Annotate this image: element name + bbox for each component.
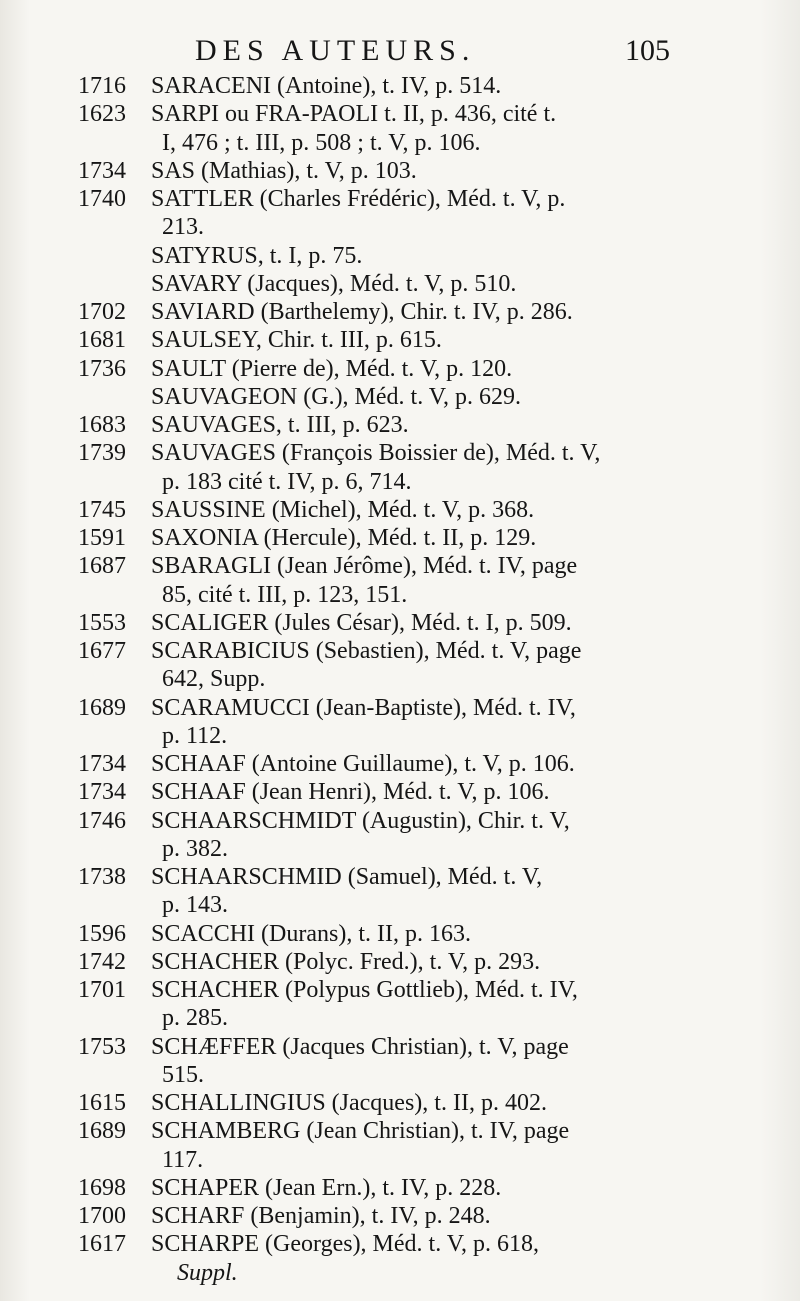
entry-year: 1716	[78, 73, 126, 99]
index-entry-continuation	[0, 383, 800, 411]
entry-text: SCHÆFFER (Jacques Christian), t. V, page	[151, 1033, 569, 1060]
index-entry	[0, 157, 800, 185]
index-entry-continuation	[0, 835, 800, 863]
entry-text: 213.	[162, 214, 204, 241]
entry-text: SAULT (Pierre de), Méd. t. V, p. 120.	[151, 355, 513, 382]
entry-text: SCHARPE (Georges), Méd. t. V, p. 618,	[151, 1231, 540, 1258]
entry-year: 1742	[78, 948, 126, 975]
entry-year: 1700	[78, 1203, 126, 1229]
index-entry	[0, 326, 800, 354]
entry-year: 1681	[78, 327, 126, 354]
index-entry-continuation	[0, 581, 800, 609]
index-entry	[0, 807, 800, 835]
running-title: DES AUTEURS.	[195, 34, 476, 67]
entry-year: 1740	[78, 186, 126, 212]
index-entry	[0, 411, 800, 439]
index-entry	[0, 637, 800, 665]
entry-text: SAUVAGES, t. III, p. 623.	[151, 412, 409, 438]
entry-year: 1683	[78, 412, 126, 438]
entry-text: SAVARY (Jacques), Méd. t. V, p. 510.	[151, 270, 517, 297]
index-entry-continuation	[0, 468, 800, 496]
entry-text: SCHAPER (Jean Ern.), t. IV, p. 228.	[151, 1174, 502, 1201]
index-entry	[0, 750, 800, 778]
entry-text: SCHAARSCHMIDT (Augustin), Chir. t. V,	[151, 807, 570, 834]
index-entry-continuation	[0, 213, 800, 241]
entry-text: SCHACHER (Polypus Gottlieb), Méd. t. IV,	[151, 977, 578, 1003]
index-entry	[0, 778, 800, 806]
index-entry	[0, 1089, 800, 1117]
author-index-list	[0, 72, 800, 1287]
entry-text: 117.	[162, 1146, 204, 1173]
entry-text: SCHAMBERG (Jean Christian), t. IV, page	[151, 1118, 570, 1145]
entry-year: 1687	[78, 553, 126, 580]
entry-year: 1689	[78, 694, 126, 721]
entry-text: SATYRUS, t. I, p. 75.	[151, 242, 363, 269]
page-number: 105	[625, 34, 670, 67]
index-entry	[0, 976, 800, 1004]
entry-text: SAUVAGES (François Boissier de), Méd. t. V,	[151, 440, 601, 467]
entry-year: 1617	[78, 1231, 126, 1258]
entry-year: 1734	[78, 157, 126, 184]
index-entry	[0, 100, 800, 128]
index-entry	[0, 1117, 800, 1145]
entry-text: p. 143.	[162, 892, 228, 919]
entry-year: 1746	[78, 807, 126, 834]
entry-text: p. 382.	[162, 835, 228, 862]
index-entry-continuation	[0, 1004, 800, 1032]
entry-text: SATTLER (Charles Frédéric), Méd. t. V, p.	[151, 186, 566, 212]
index-entry	[0, 298, 800, 326]
index-entry	[0, 920, 800, 948]
entry-year: 1734	[78, 779, 126, 806]
entry-year: 1753	[78, 1033, 126, 1060]
entry-text: SCHARF (Benjamin), t. IV, p. 248.	[151, 1203, 491, 1229]
index-entry	[0, 524, 800, 552]
index-entry-continuation	[0, 270, 800, 298]
entry-year: 1738	[78, 864, 126, 890]
index-entry-continuation	[0, 242, 800, 270]
entry-text: SAULSEY, Chir. t. III, p. 615.	[151, 327, 442, 354]
index-entry	[0, 609, 800, 637]
entry-text: SCHAARSCHMID (Samuel), Méd. t. V,	[151, 864, 543, 890]
index-entry	[0, 72, 800, 100]
index-entry	[0, 552, 800, 580]
entry-text: SCHACHER (Polyc. Fred.), t. V, p. 293.	[151, 948, 541, 975]
entry-text: SAUSSINE (Michel), Méd. t. V, p. 368.	[151, 496, 535, 523]
entry-year: 1553	[78, 609, 126, 636]
entry-year: 1736	[78, 355, 126, 382]
entry-text: Suppl.	[177, 1259, 238, 1286]
index-entry	[0, 355, 800, 383]
entry-text: p. 183 cité t. IV, p. 6, 714.	[162, 468, 412, 495]
index-entry	[0, 185, 800, 213]
entry-year: 1623	[78, 101, 126, 128]
index-entry	[0, 1033, 800, 1061]
entry-year: 1677	[78, 638, 126, 664]
index-entry	[0, 863, 800, 891]
index-entry-continuation	[0, 891, 800, 919]
entry-text: SAXONIA (Hercule), Méd. t. II, p. 129.	[151, 525, 537, 551]
entry-text: SCHAAF (Jean Henri), Méd. t. V, p. 106.	[151, 779, 550, 806]
entry-text: SCHALLINGIUS (Jacques), t. II, p. 402.	[151, 1090, 547, 1116]
entry-text: SCALIGER (Jules César), Méd. t. I, p. 509.	[151, 609, 572, 636]
entry-text: SCARABICIUS (Sebastien), Méd. t. V, page	[151, 638, 582, 664]
entry-text: SAS (Mathias), t. V, p. 103.	[151, 157, 417, 184]
entry-year: 1739	[78, 440, 126, 467]
entry-text: p. 285.	[162, 1005, 228, 1032]
entry-text: p. 112.	[162, 722, 228, 749]
entry-text: SBARAGLI (Jean Jérôme), Méd. t. IV, page	[151, 553, 578, 580]
entry-text: SARPI ou FRA-PAOLI t. II, p. 436, cité t.	[151, 101, 557, 128]
index-entry	[0, 1202, 800, 1230]
entry-year: 1615	[78, 1090, 126, 1116]
entry-text: 515.	[162, 1061, 204, 1088]
entry-text: SARACENI (Antoine), t. IV, p. 514.	[151, 73, 502, 99]
index-entry-continuation	[0, 1259, 800, 1287]
entry-year: 1702	[78, 299, 126, 325]
index-entry	[0, 439, 800, 467]
index-entry-continuation	[0, 1146, 800, 1174]
index-entry	[0, 694, 800, 722]
index-entry-continuation	[0, 665, 800, 693]
index-entry-continuation	[0, 129, 800, 157]
index-entry	[0, 496, 800, 524]
entry-text: I, 476 ; t. III, p. 508 ; t. V, p. 106.	[162, 129, 481, 156]
entry-text: SAVIARD (Barthelemy), Chir. t. IV, p. 286.	[151, 299, 573, 325]
entry-year: 1689	[78, 1118, 126, 1145]
entry-text: SCARAMUCCI (Jean-Baptiste), Méd. t. IV,	[151, 694, 576, 721]
index-entry-continuation	[0, 1061, 800, 1089]
entry-text: SCACCHI (Durans), t. II, p. 163.	[151, 920, 471, 947]
index-entry	[0, 948, 800, 976]
entry-year: 1745	[78, 496, 126, 523]
entry-year: 1698	[78, 1174, 126, 1201]
index-entry	[0, 1174, 800, 1202]
index-entry-continuation	[0, 722, 800, 750]
entry-text: 642, Supp.	[162, 666, 266, 693]
entry-year: 1701	[78, 977, 126, 1003]
entry-year: 1734	[78, 751, 126, 777]
entry-year: 1596	[78, 920, 126, 947]
entry-year: 1591	[78, 525, 126, 551]
index-entry	[0, 1230, 800, 1258]
entry-text: SAUVAGEON (G.), Méd. t. V, p. 629.	[151, 383, 522, 410]
entry-text: SCHAAF (Antoine Guillaume), t. V, p. 106.	[151, 751, 575, 777]
entry-text: 85, cité t. III, p. 123, 151.	[162, 581, 408, 608]
